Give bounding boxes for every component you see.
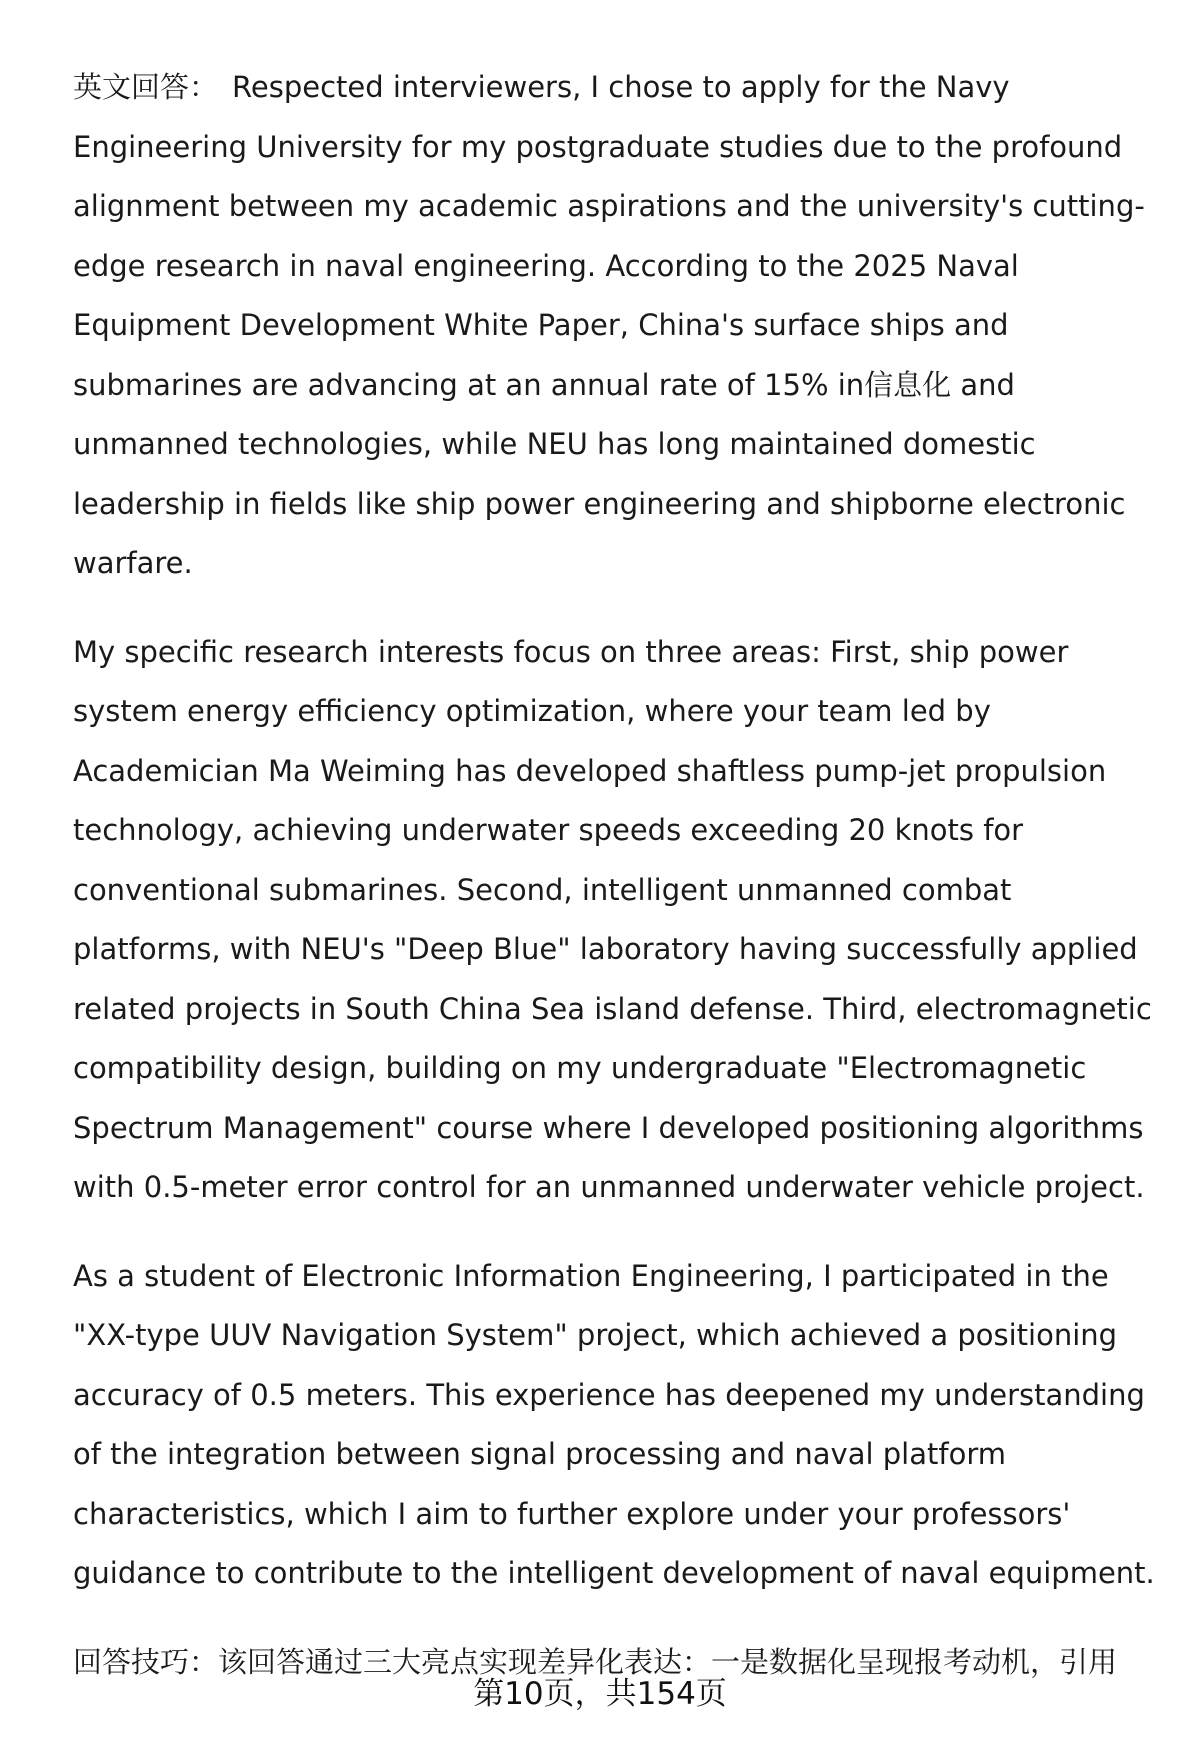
page-number: 第10页，共154页 — [473, 1676, 727, 1712]
document-body — [73, 58, 1163, 1692]
tip-label: 回答技巧： — [73, 1644, 219, 1679]
answer-paragraph-3: As a student of Electronic Information Engineering, I participated in the "XX-type UUV Navigation System" project, which achieved a positioning accuracy of 0.5 meters. This experience has deepened my understanding of the integration between signal processing and naval platform characteristics, which I aim to further explore under your professors' guidance to contribute to the intelligent development of naval equipment. — [73, 1258, 1155, 1590]
answer-text-1: Respected interviewers, I chose to apply for the Navy Engineering University for my postgraduate studies due to the profound alignment between my academic aspirations and the university's cutting-edge research in naval engineering. According to the 2025 Naval Equipment Development White Paper, China's surface ships and submarines are advancing at an annual rate of 15% in信息化 and unmanned technologies, while NEU has long maintained domestic leadership in fields like ship power engineering and shipborne electronic warfare. — [73, 70, 1145, 580]
tip-text: 该回答通过三大亮点实现差异化表达：一是数据化呈现报考动机，引用 — [218, 1644, 1118, 1679]
answer-paragraph-1 — [73, 58, 1163, 594]
answer-paragraph-2: My specific research interests focus on three areas: First, ship power system energy efficiency optimization, where your team led by Academician Ma Weiming has developed shaftless pump-jet propulsion technology, achieving underwater speeds exceeding 20 knots for conventional submarines. Second, intelligent unmanned combat platforms, with NEU's "Deep Blue" laboratory having successfully applied related projects in South China Sea island defense. Third, electromagnetic compatibility design, building on my undergraduate "Electromagnetic Spectrum Management" course where I developed positioning algorithms with 0.5-meter error control for an unmanned underwater vehicle project. — [73, 634, 1152, 1204]
answer-label: 英文回答： — [73, 70, 219, 104]
